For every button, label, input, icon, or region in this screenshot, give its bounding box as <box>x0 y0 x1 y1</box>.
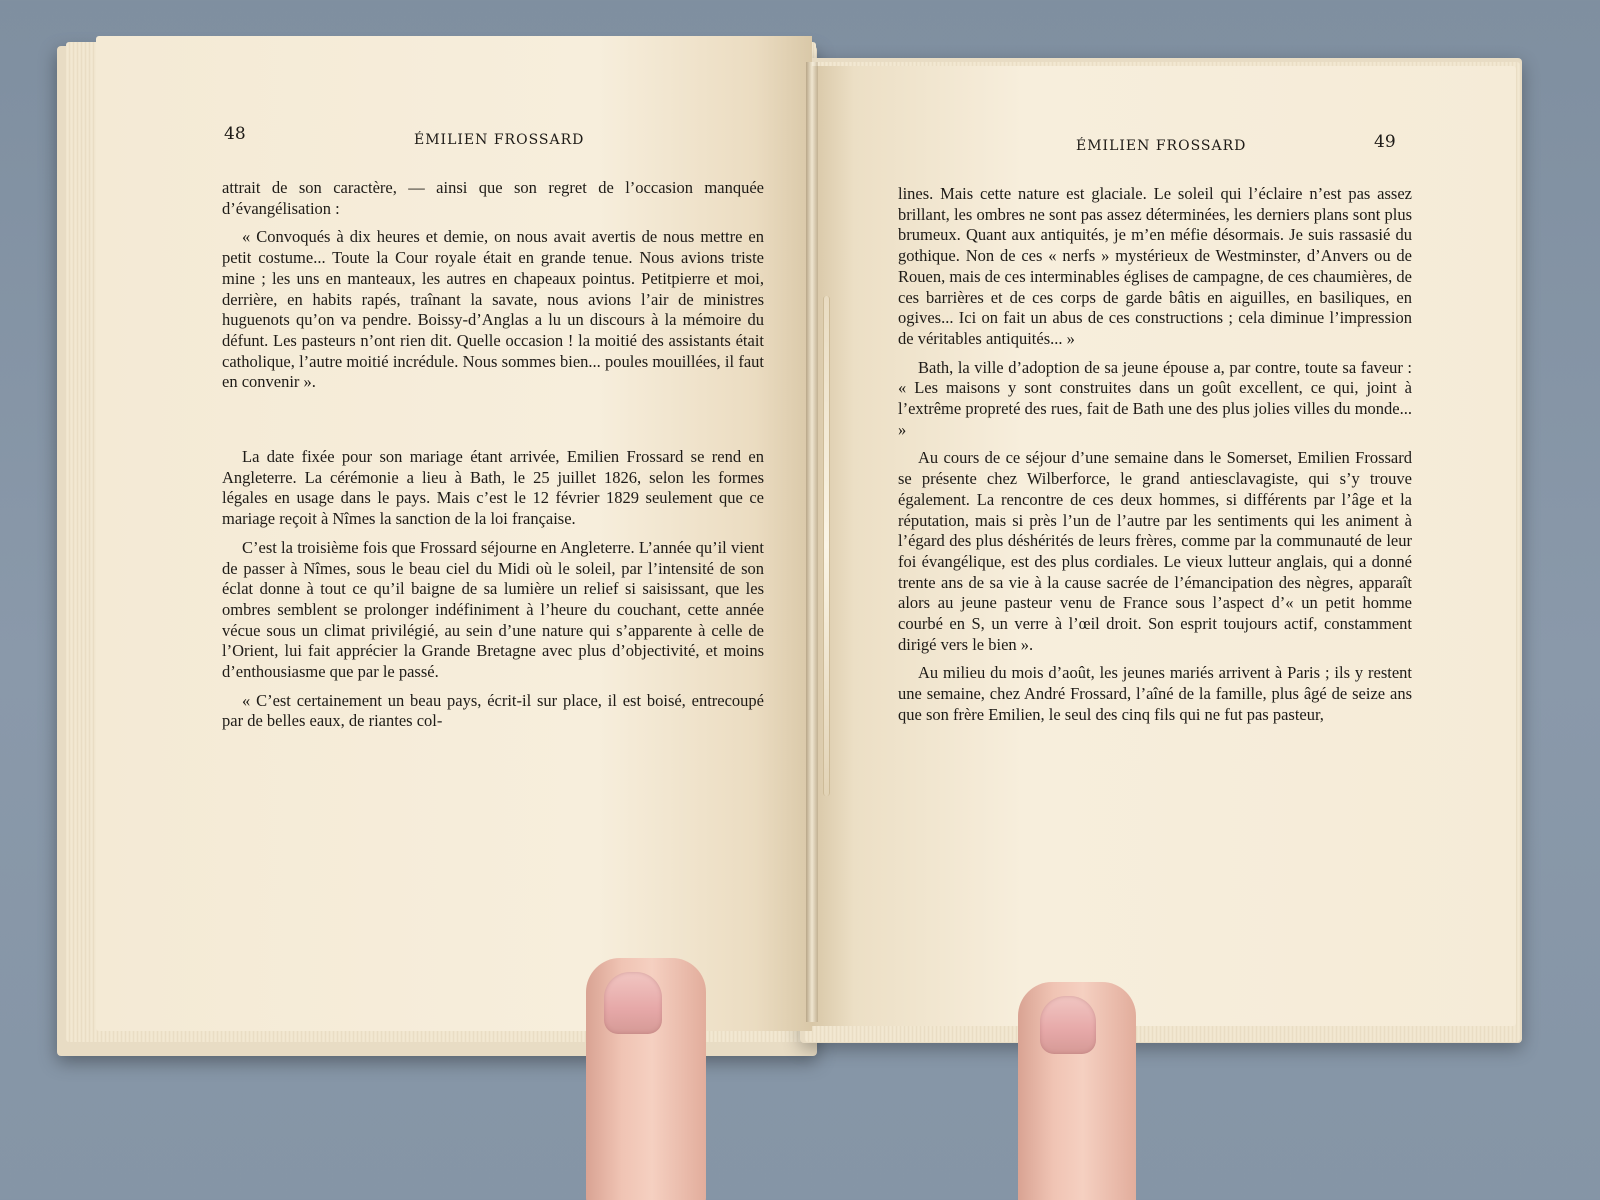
right-fingernail <box>1040 996 1096 1054</box>
page-number: 49 <box>1374 132 1396 152</box>
left-finger <box>586 958 706 1200</box>
page-number: 48 <box>224 124 246 144</box>
right-finger <box>1018 982 1136 1200</box>
right-text-block <box>898 184 1412 726</box>
running-head: ÉMILIEN FROSSARD <box>414 132 585 148</box>
book-gutter <box>806 62 818 1022</box>
paragraph: Bath, la ville d’adoption de sa jeune épouse a, par contre, toute sa faveur : « Les maisons y sont construites dans un goût excellent, ce qui, joint à l’extrême propreté des rues, fait de Bath une des plus jolies villes du monde... » <box>898 357 1412 439</box>
binding-thread <box>823 296 830 796</box>
paragraph: lines. Mais cette nature est glaciale. Le soleil qui l’éclaire n’est pas assez brillant, les ombres ne sont pas assez déterminées, les derniers plans sont plus brumeux. Quant aux antiquités, je m’en méfie désormais. Je suis rassasié du gothique. Non de ces « nerfs » mystérieux de Westminster, d’Anvers ou de Rouen, mais de ces interminables églises de campagne, de ces chaumières, de ces barrières et de ces corps de garde bâtis en aiguilles, en basiliques, en ogives... Ici on fait un abus de ces constructions ; cela diminue l’impression de véritables antiquités... » <box>898 184 1412 348</box>
paragraph: La date fixée pour son mariage étant arrivée, Emilien Frossard se rend en Angleterre. La cérémonie a lieu à Bath, le 25 juillet 1826, selon les formes légales en usage dans le pays. Mais c’est le 12 février 1829 seulement que ce mariage reçoit à Nîmes la sanction de la loi française. <box>222 447 764 529</box>
left-page <box>96 36 812 1031</box>
paragraph: Au cours de ce séjour d’une semaine dans le Somerset, Emilien Frossard se présente chez Wilberforce, le grand antiesclavagiste, qui s’y trouve également. La rencontre de ces deux hommes, si différents par l’âge et la réputation, mais si près l’un de l’autre par les sentiments qui les animent à l’égard des plus déshérités de leurs frères, comme par la communauté de leur foi évangélique, est des plus cordiales. Le vieux lutteur anglais, qui a donné trente ans de sa vie à la cause sacrée de l’émancipation des nègres, apparaît alors au jeune pasteur venu de France sous l’aspect d’« un petit homme courbé en S, un verre à l’œil droit. Son esprit toujours actif, constamment dirigé vers le bien ». <box>898 448 1412 654</box>
left-fingernail <box>604 972 662 1034</box>
left-text-block <box>222 178 764 732</box>
running-head: ÉMILIEN FROSSARD <box>1076 138 1247 154</box>
paragraph: attrait de son caractère, — ainsi que son regret de l’occasion manquée d’évangélisation : <box>222 178 764 218</box>
paragraph: « C’est certainement un beau pays, écrit-il sur place, il est boisé, entrecoupé par de belles eaux, de riantes col- <box>222 690 764 731</box>
paragraph: « Convoqués à dix heures et demie, on nous avait avertis de nous mettre en petit costume... Toute la Cour royale était en grande tenue. Nous avions triste mine ; les uns en manteaux, les autres en chapeaux pointus. Petitpierre et moi, derrière, en habits rapés, traînant la savate, nous avions l’air de ministres huguenots qu’on va pendre. Boissy-d’Anglas a lu un discours à la mémoire du défunt. Les pasteurs n’ont rien dit. Quelle occasion ! la moitié des assistants était catholique, l’autre moitié incrédule. Nous sommes bien... poules mouillées, il faut en convenir ». <box>222 227 764 392</box>
paragraph: C’est la troisième fois que Frossard séjourne en Angleterre. L’année qu’il vient de passer à Nîmes, sous le beau ciel du Midi où le soleil, par l’intensité de son éclat donne à tout ce qu’il baigne de sa lumière un relief si saisissant, que les ombres semblent se prolonger indéfiniment à l’heure du couchant, cette année vécue sous un climat privilégié, au sein d’une nature qui s’apparente à celle de l’Orient, lui fait apprécier la Grande Bretagne avec plus d’objectivité, et moins d’enthousiasme que par le passé. <box>222 537 764 682</box>
right-page <box>812 66 1516 1026</box>
paragraph: Au milieu du mois d’août, les jeunes mariés arrivent à Paris ; ils y restent une semaine, chez André Frossard, l’aîné de la famille, plus âgé de seize ans que son frère Emilien, le seul des cinq fils qui ne fut pas pasteur, <box>898 663 1412 724</box>
